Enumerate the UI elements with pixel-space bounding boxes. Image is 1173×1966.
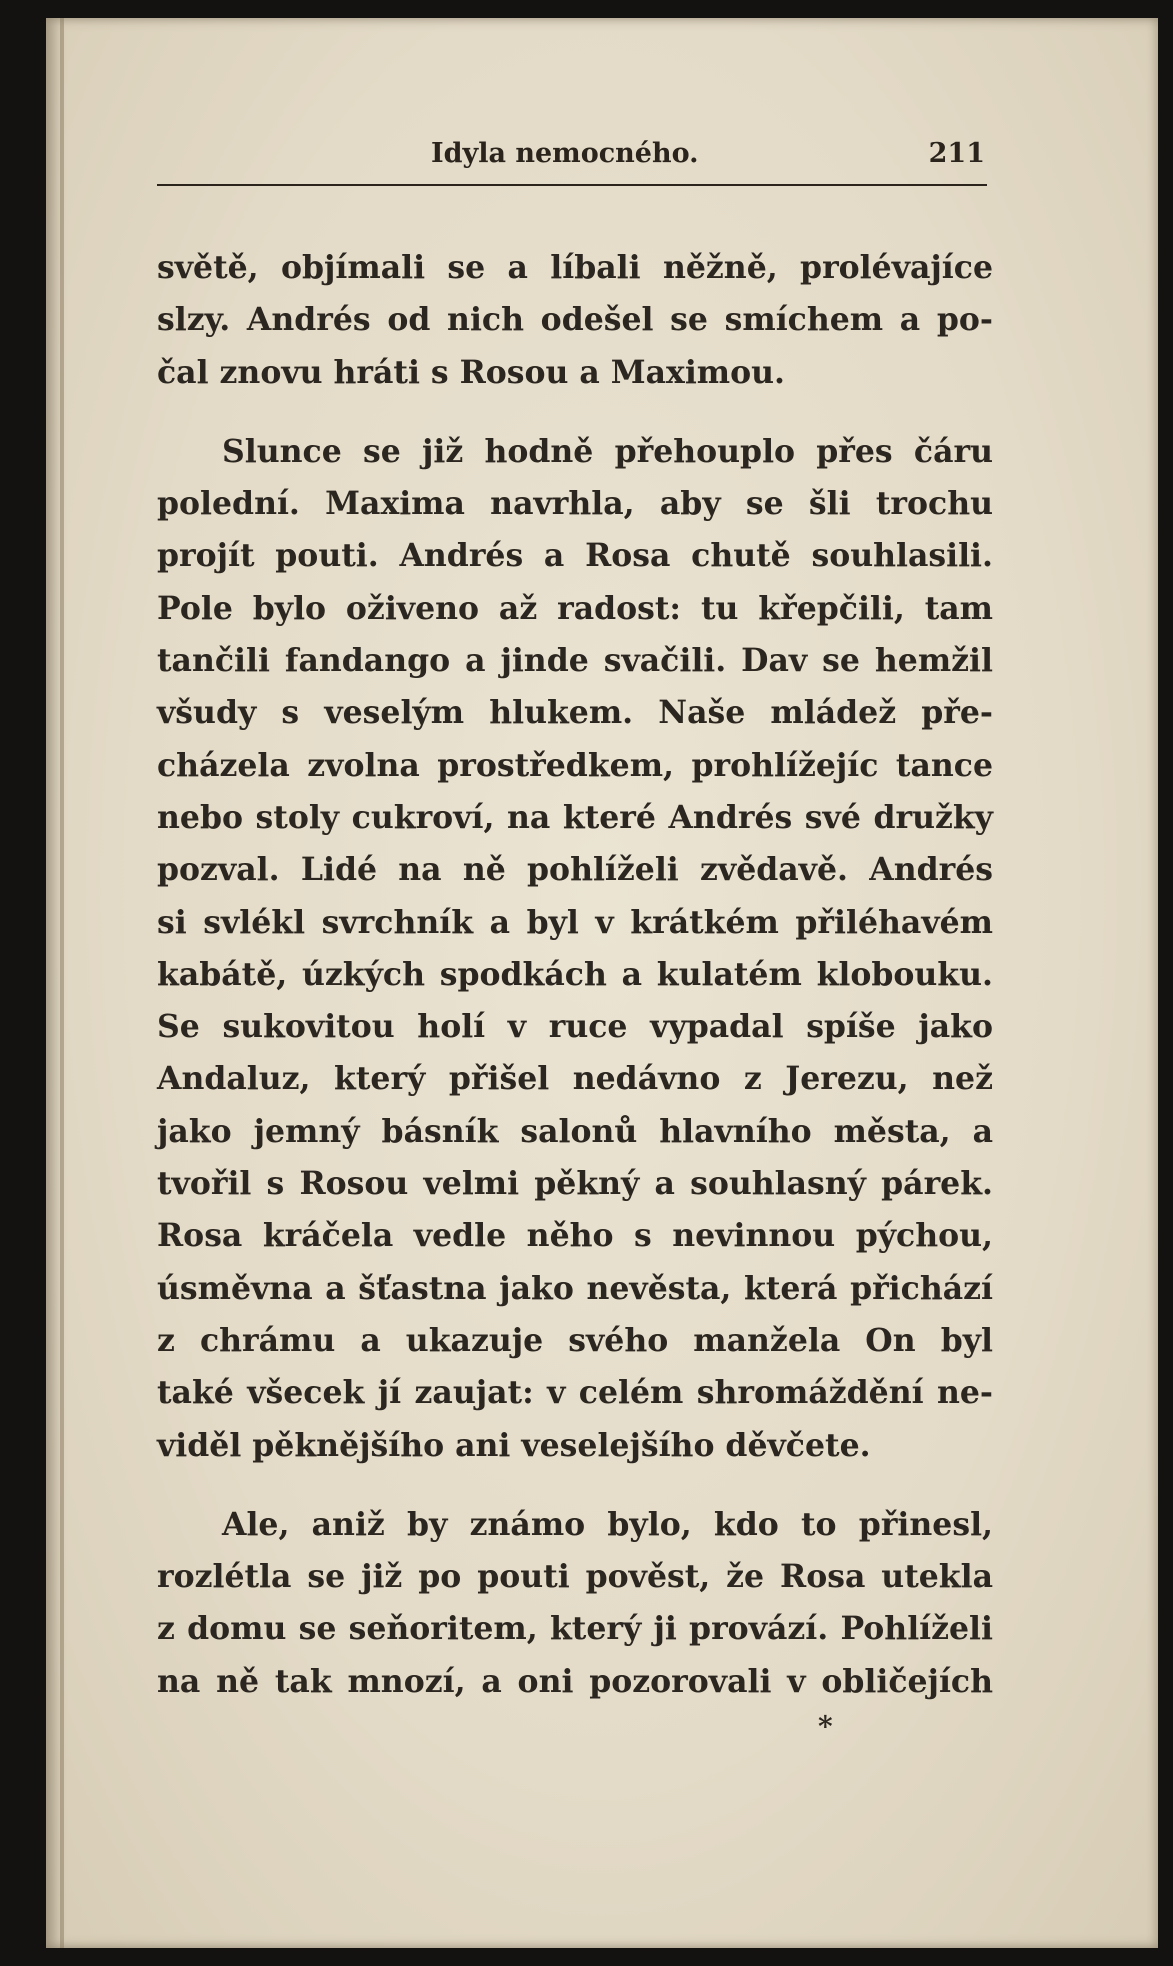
running-title: Idyla nemocného.: [431, 138, 699, 169]
text-line: projít pouti. Andrés a Rosa chutě souhlasili.: [157, 537, 993, 575]
text-line: tvořil s Rosou velmi pěkný a souhlasný párek.: [157, 1165, 993, 1203]
text-line: viděl pěknějšího ani veselejšího děvčete.: [157, 1426, 871, 1464]
page-header: [157, 134, 987, 186]
paragraph-gap: [157, 399, 993, 426]
text-line: Se sukovitou holí v ruce vypadal spíše jako: [157, 1008, 993, 1046]
text-line: Andaluz, který přišel nedávno z Jerezu, než: [157, 1060, 993, 1098]
text-line: si svlékl svrchník a byl v krátkém přiléhavém: [157, 903, 993, 941]
text-line: čal znovu hráti s Rosou a Maximou.: [157, 353, 786, 391]
text-line: tančili fandango a jinde svačili. Dav se hemžil: [157, 642, 993, 680]
text-line: světě, objímali se a líbali něžně, prolévajíce: [157, 249, 993, 286]
paragraph: [157, 1499, 993, 1708]
text-line: pozval. Lidé na ně pohlíželi zvědavě. Andrés: [157, 851, 993, 889]
text-line: všudy s veselým hlukem. Naše mládež pře-: [157, 694, 993, 732]
text-line: Slunce se již hodně přehouplo přes čáru: [222, 432, 993, 470]
paragraph-gap: [157, 1472, 993, 1499]
text-line: z chrámu a ukazuje svého manžela On byl: [157, 1321, 993, 1359]
text-line: z domu se seňoritem, který ji provází. Pohlíželi: [157, 1610, 993, 1648]
text-line: cházela zvolna prostředkem, prohlížejíc tance: [157, 746, 993, 784]
text-line: Pole bylo oživeno až radost: tu křepčili, tam: [157, 589, 993, 627]
text-line: kabátě, úzkých spodkách a kulatém klobouku.: [157, 955, 993, 993]
text-line: úsměvna a šťastna jako nevěsta, která přichází: [157, 1269, 993, 1307]
text-line: nebo stoly cukroví, na které Andrés své družky: [157, 798, 993, 836]
paragraph: [157, 426, 993, 1472]
text-line: jako jemný básník salonů hlavního města, a: [157, 1112, 993, 1150]
text-line: Ale, aniž by známo bylo, kdo to přinesl,: [222, 1505, 993, 1543]
text-line: slzy. Andrés od nich odešel se smíchem a po-: [157, 301, 993, 339]
text-line: Rosa kráčela vedle něho s nevinnou pýchou,: [157, 1217, 993, 1255]
page-number: 211: [928, 138, 985, 169]
text-line: na ně tak mnozí, a oni pozorovali v obličejích: [157, 1662, 993, 1700]
text-line: polední. Maxima navrhla, aby se šli trochu: [157, 485, 993, 523]
book-spine-edge: [60, 18, 64, 1948]
body-text: [157, 242, 993, 1708]
signature-mark: *: [818, 1710, 833, 1743]
paragraph: [157, 242, 993, 399]
text-line: také všecek jí zaujat: v celém shromáždění ne-: [157, 1374, 993, 1412]
text-line: rozlétla se již po pouti pověst, že Rosa utekla: [157, 1558, 993, 1596]
